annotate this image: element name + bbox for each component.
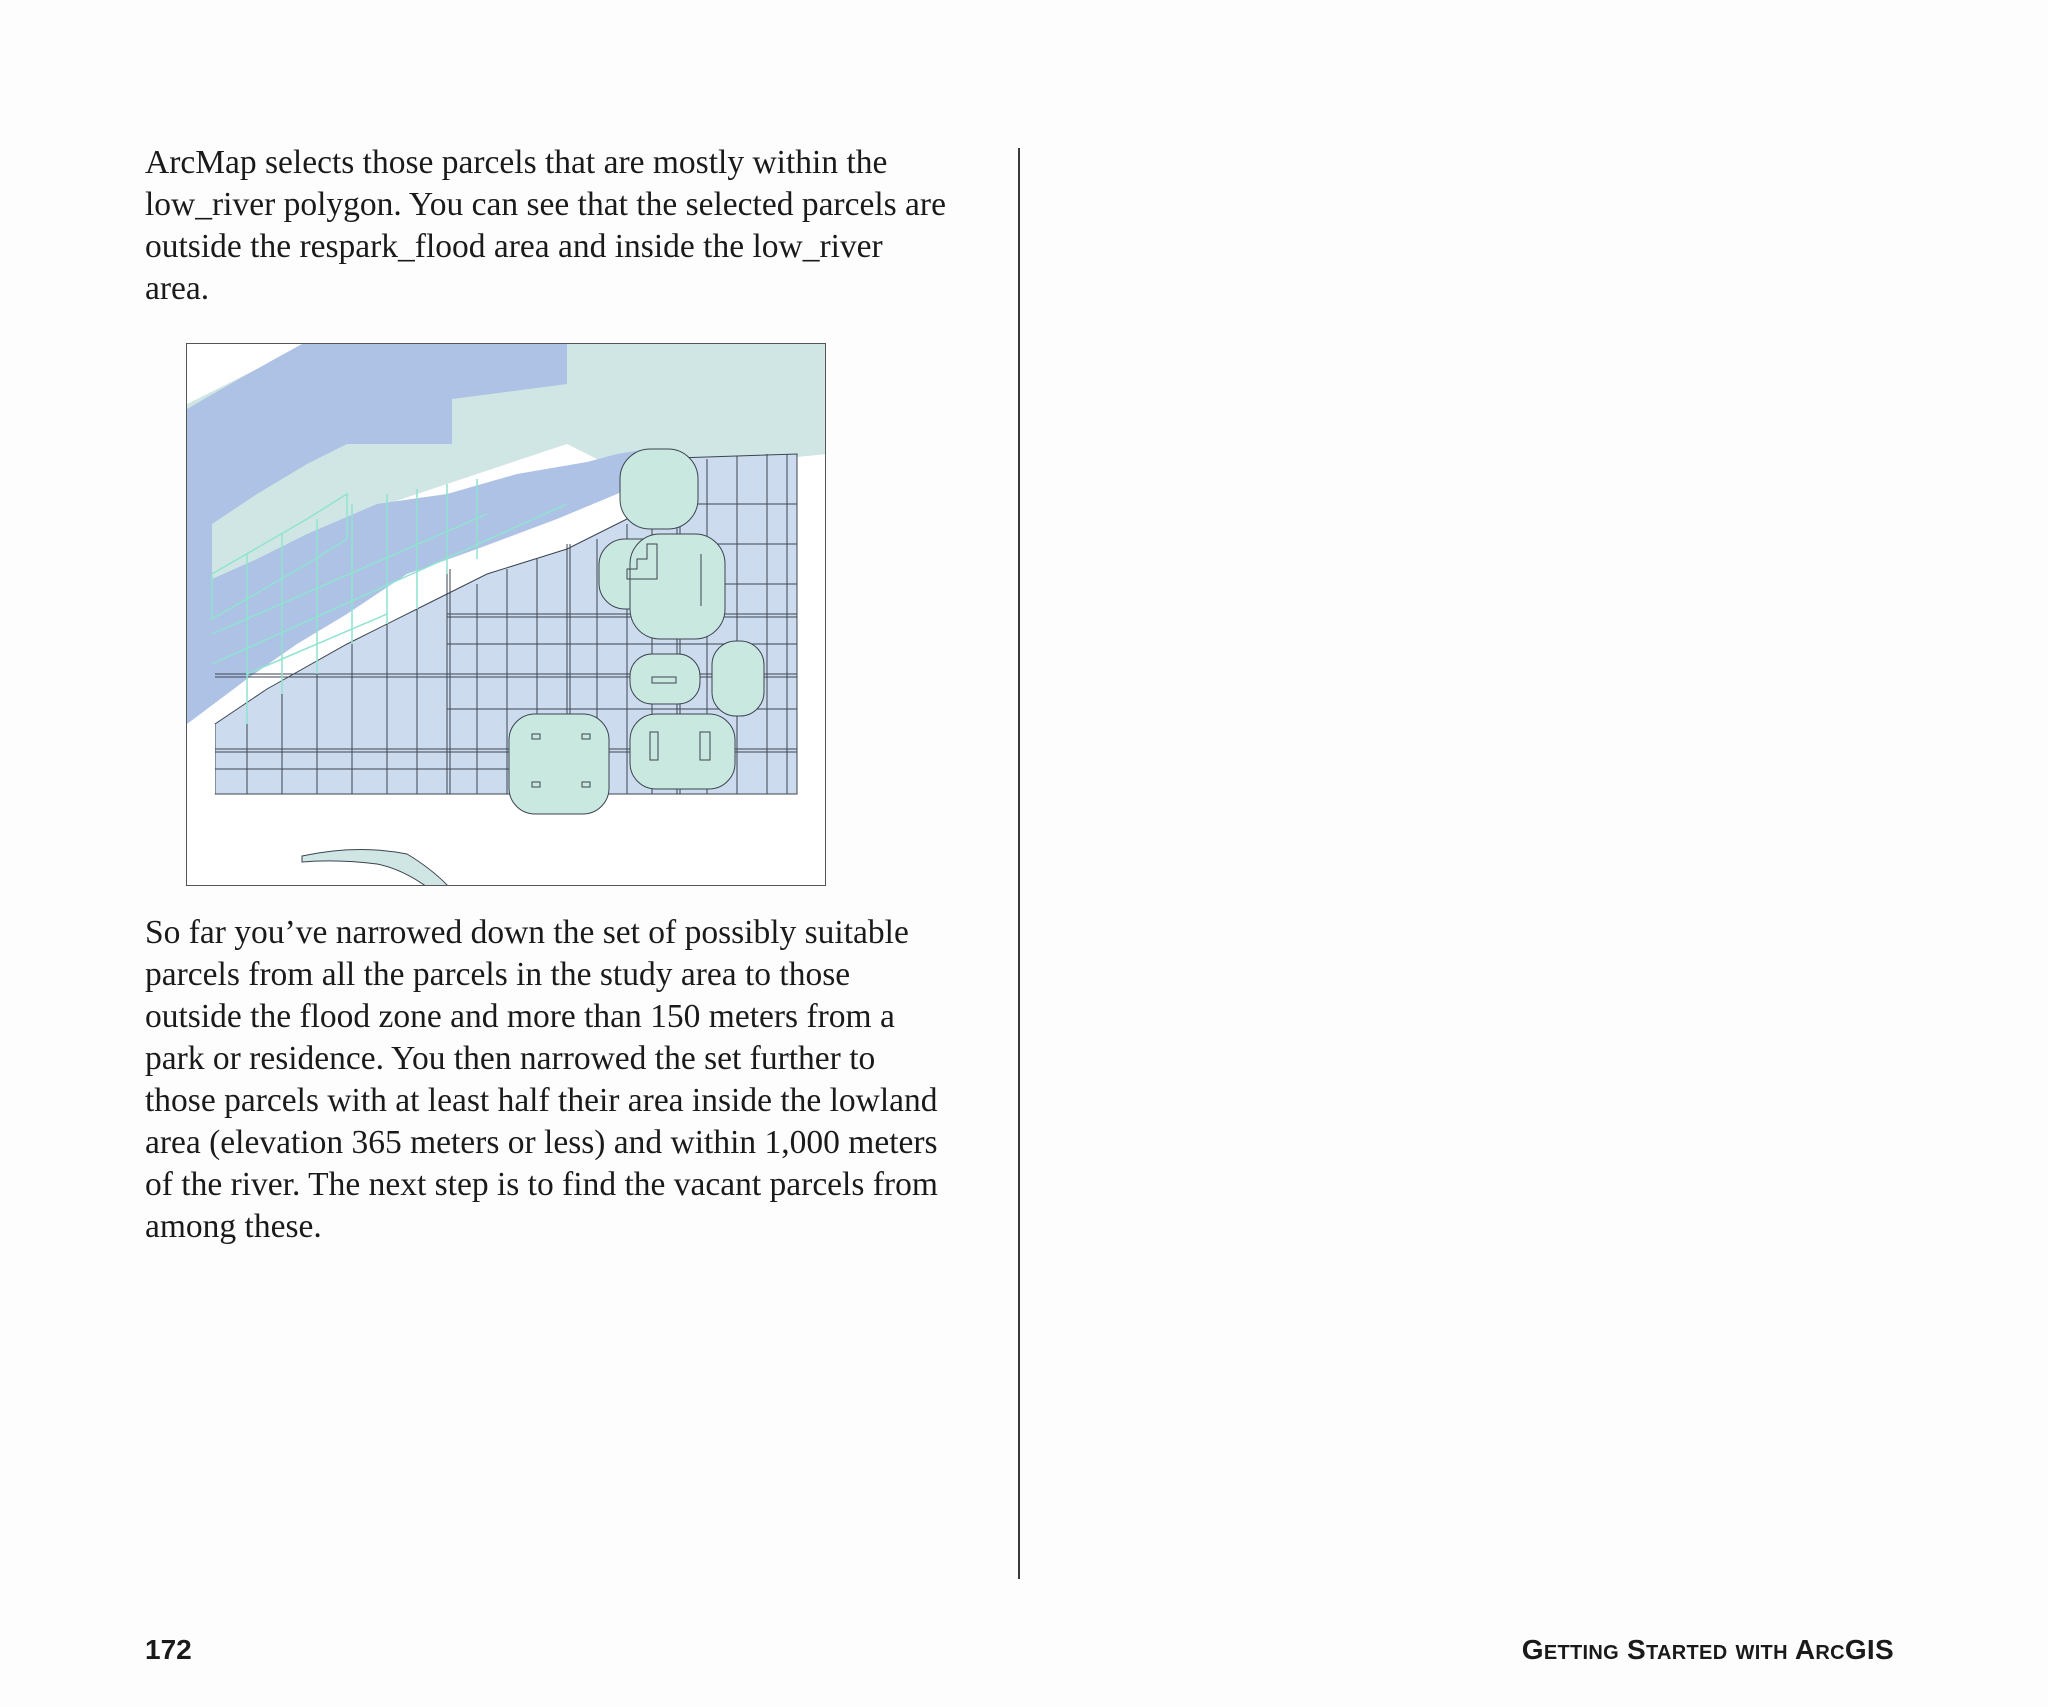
- text-line: outside the respark_flood area and inside the low_river: [145, 228, 883, 265]
- column-divider: [1018, 148, 1020, 1579]
- text-line: So far you’ve narrowed down the set of possibly suitable: [145, 914, 909, 951]
- text-line: low_river polygon. You can see that the selected parcels are: [145, 186, 946, 223]
- paragraph-selection-result: [145, 142, 1005, 310]
- map-figure: [186, 343, 826, 886]
- text-line: among these.: [145, 1208, 322, 1245]
- text-line: parcels from all the parcels in the study area to those: [145, 956, 851, 993]
- text-line: ArcMap selects those parcels that are mostly within the: [145, 144, 888, 181]
- text-line: area (elevation 365 meters or less) and within 1,000 meters: [145, 1124, 938, 1161]
- parcel-map-graphic: [187, 344, 826, 886]
- river-sliver: [302, 849, 449, 886]
- outside-area: [187, 724, 215, 794]
- page-number: 172: [145, 1634, 192, 1665]
- text-line: of the river. The next step is to find the vacant parcels from: [145, 1166, 938, 1203]
- text-line: those parcels with at least half their area inside the lowland: [145, 1082, 938, 1119]
- text-line: outside the flood zone and more than 150 meters from a: [145, 998, 895, 1035]
- paragraph-summary: [145, 912, 1005, 1248]
- running-footer-title: Getting Started with ArcGIS: [1521, 1634, 1894, 1665]
- text-line: park or residence. You then narrowed the set further to: [145, 1040, 876, 1077]
- text-line: area.: [145, 270, 210, 307]
